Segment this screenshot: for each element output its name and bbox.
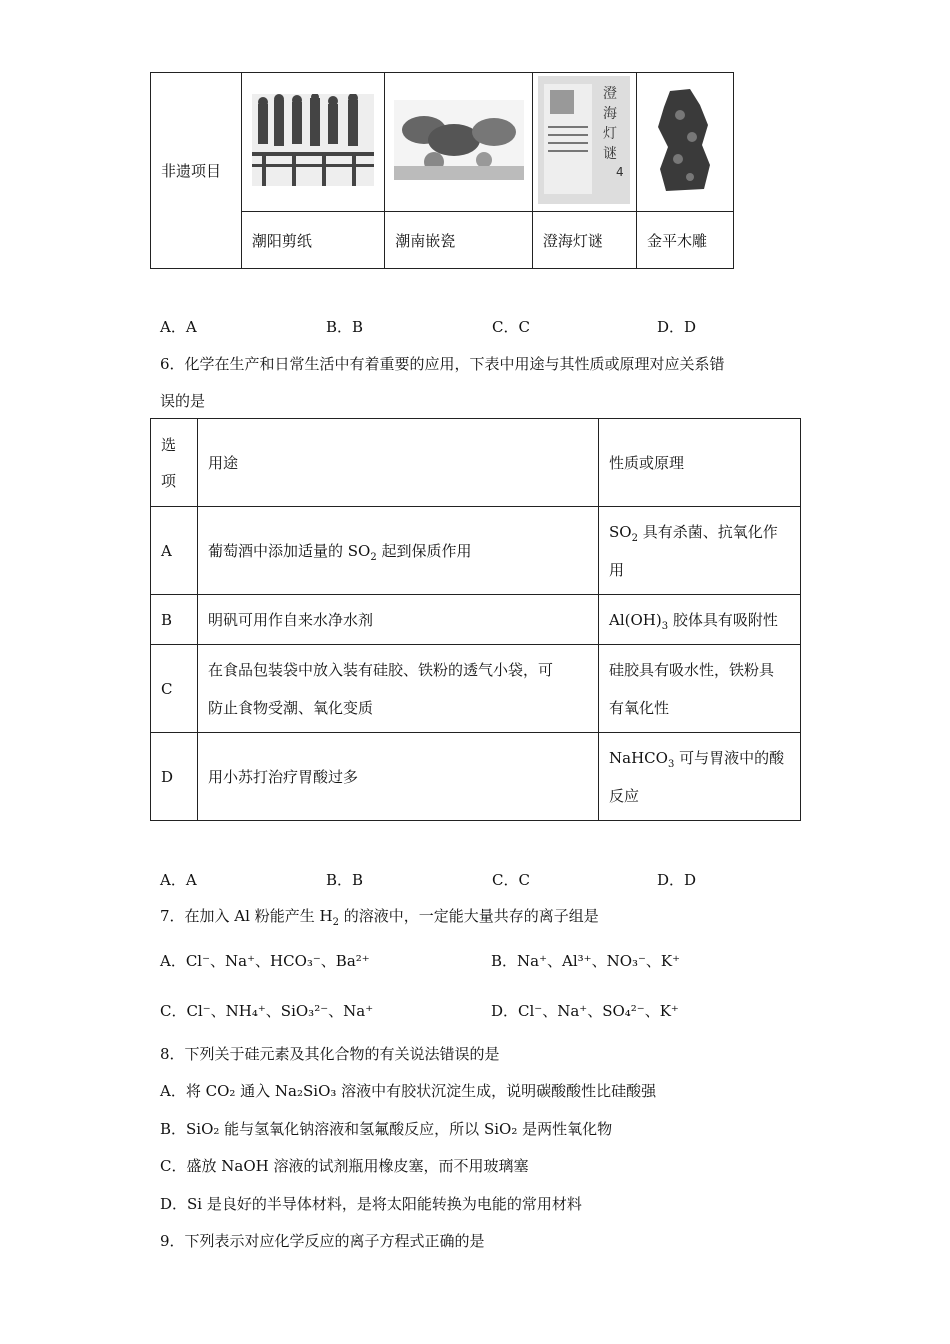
- heritage-name: 潮南嵌瓷: [385, 212, 533, 269]
- q6-option-a[interactable]: A．A: [160, 871, 197, 889]
- header-option: [151, 419, 198, 507]
- paper-cut-image-cell: [241, 73, 384, 212]
- row-property: $SO_2$ 具有杀菌、抗氧化作 用: [599, 507, 801, 595]
- q7-option-b[interactable]: B．Na⁺、Al³⁺、NO₃⁻、K⁺: [491, 952, 681, 970]
- q9-stem: 9．下列表示对应化学反应的离子方程式正确的是: [160, 1232, 485, 1250]
- svg-text:灯: 灯: [603, 126, 618, 142]
- heritage-name: 潮阳剪纸: [241, 212, 384, 269]
- q8-option-a[interactable]: A．将 CO₂ 通入 Na₂SiO₃ 溶液中有胶状沉淀生成，说明碳酸酸性比硅酸强: [160, 1082, 657, 1100]
- usage-property-table: [150, 418, 801, 821]
- q7-option-a[interactable]: A．Cl⁻、Na⁺、HCO₃⁻、Ba²⁺: [160, 952, 370, 970]
- header-option-b: 项: [161, 471, 177, 490]
- header-option-a: 选: [161, 435, 177, 454]
- woodcarving-image-cell: [637, 73, 734, 212]
- q7-stem: 7．在加入 Al 粉能产生 $H_2$ 的溶液中，一定能大量共存的离子组是: [160, 907, 599, 928]
- row-usage: 在食品包装袋中放入装有硅胶、铁粉的透气小袋，可 防止食物受潮、氧化变质: [198, 645, 599, 733]
- q7-option-c[interactable]: C．Cl⁻、NH₄⁺、SiO₃²⁻、Na⁺: [160, 1002, 374, 1020]
- row-key: B: [151, 595, 198, 645]
- heritage-table: [150, 72, 734, 269]
- lantern-riddle-book-image: [538, 76, 630, 204]
- row-usage: 明矾可用作自来水净水剂: [198, 595, 599, 645]
- wood-carving-image: [650, 85, 720, 195]
- row-property: $Al(OH)_3$ 胶体具有吸附性: [599, 595, 801, 645]
- q6-stem-line1: 6．化学在生产和日常生活中有着重要的应用，下表中用途与其性质或原理对应关系错: [160, 355, 725, 373]
- row-property: 硅胶具有吸水性，铁粉具 有氧化性: [599, 645, 801, 733]
- svg-text:海: 海: [603, 106, 618, 122]
- row-usage: 葡萄酒中添加适量的 $SO_2$ 起到保质作用: [198, 507, 599, 595]
- heritage-row-label: 非遗项目: [151, 73, 242, 269]
- q8-option-d[interactable]: D．Si 是良好的半导体材料，是将太阳能转换为电能的常用材料: [160, 1195, 582, 1213]
- row-usage: 用小苏打治疗胃酸过多: [198, 733, 599, 821]
- paper-cut-image: [252, 94, 374, 186]
- svg-text:谜: 谜: [603, 146, 618, 162]
- porcelain-image-cell: [385, 73, 533, 212]
- q6-option-b[interactable]: B．B: [326, 871, 364, 889]
- row-key: C: [151, 645, 198, 733]
- q6-stem-line2: 误的是: [160, 392, 206, 410]
- q8-option-b[interactable]: B．SiO₂ 能与氢氧化钠溶液和氢氟酸反应，所以 SiO₂ 是两性氧化物: [160, 1120, 613, 1138]
- table-row: [151, 733, 801, 821]
- q6-option-c[interactable]: C．C: [492, 871, 530, 889]
- svg-text:4: 4: [616, 165, 625, 179]
- q8-option-c[interactable]: C．盛放 NaOH 溶液的试剂瓶用橡皮塞，而不用玻璃塞: [160, 1157, 529, 1175]
- q5-option-b[interactable]: B．B: [326, 318, 364, 336]
- q6-option-d[interactable]: D．D: [657, 871, 697, 889]
- heritage-name: 澄海灯谜: [532, 212, 636, 269]
- row-property: NaHCO$_3$ 可与胃液中的酸 反应: [599, 733, 801, 821]
- header-property: 性质或原理: [599, 419, 801, 507]
- svg-text:澄: 澄: [603, 86, 618, 102]
- porcelain-inlay-image: [394, 100, 524, 180]
- q8-stem: 8．下列关于硅元素及其化合物的有关说法错误的是: [160, 1045, 500, 1063]
- table-row: [151, 645, 801, 733]
- riddle-image-cell: [532, 73, 636, 212]
- header-usage: 用途: [198, 419, 599, 507]
- row-key: D: [151, 733, 198, 821]
- q5-option-a[interactable]: A．A: [160, 318, 197, 336]
- row-key: A: [151, 507, 198, 595]
- q5-option-d[interactable]: D．D: [657, 318, 697, 336]
- heritage-name: 金平木雕: [637, 212, 734, 269]
- table-row: [151, 595, 801, 645]
- q5-option-c[interactable]: C．C: [492, 318, 530, 336]
- q7-option-d[interactable]: D．Cl⁻、Na⁺、SO₄²⁻、K⁺: [491, 1002, 679, 1020]
- table-row: [151, 507, 801, 595]
